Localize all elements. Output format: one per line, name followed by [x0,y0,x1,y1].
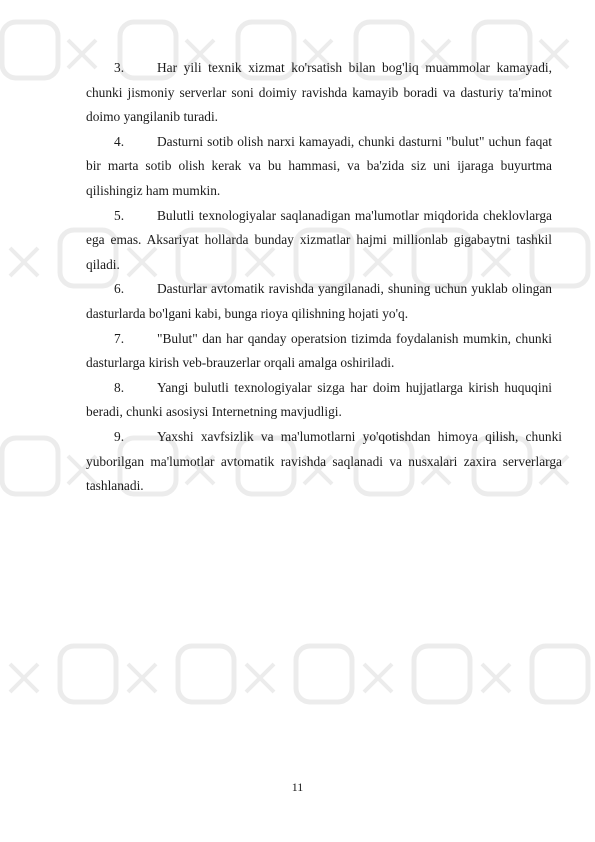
numbered-list [86,56,562,499]
list-item-text: Har yili texnik xizmat ko'rsatish bilan bog'liq muammolar kamayadi, chunki jismoniy serverlar soni doimiy ravishda kamayib boradi va dasturiy ta'minot doimo yangilanib turadi. [86,60,552,125]
list-item [86,277,552,326]
list-item-text: Yaxshi xavfsizlik va ma'lumotlarni yo'qotishdan himoya qilish, chunki yuborilgan ma'lumotlar avtomatik ravishda saqlanadi va nusxalari zaxira serverlarga tashlanadi. [86,428,562,494]
list-item-text: Bulutli texnologiyalar saqlanadigan ma'lumotlar miqdorida cheklovlarga ega emas. Aksariyat hollarda bunday xizmatlar hajmi millionlab gigabaytni tashkil qiladi. [86,207,552,272]
list-item-number: 9. [114,428,125,444]
list-item-number: 8. [114,379,125,395]
list-item [86,376,552,425]
list-item-text: Yangi bulutli texnologiyalar sizga har doim hujjatlarga kirish huquqini beradi, chunki asosiysi Internetning mavjudligi. [86,379,552,420]
list-item [86,56,552,130]
list-item-text: Dasturni sotib olish narxi kamayadi, chunki dasturni "bulut" uchun faqat bir marta sotib olish kerak va bu hammasi, va ba'zida siz uni ijaraga buyurtma qilishingiz ham mumkin. [86,133,552,198]
list-item [86,204,552,278]
list-item [86,425,562,499]
list-item [86,130,552,204]
list-item-number: 3. [114,60,125,75]
list-item-text: "Bulut" dan har qanday operatsion tizimda foydalanish mumkin, chunki dasturlarga kirish veb-brauzerlar orqali amalga oshiriladi. [86,330,552,371]
list-item-number: 5. [114,207,125,223]
list-item [86,327,552,376]
list-item-text: Dasturlar avtomatik ravishda yangilanadi, shuning uchun yuklab olingan dasturlarda bo'lgani kabi, bunga rioya qilishning hojati yo'q. [86,281,552,321]
list-item-number: 4. [114,133,125,149]
list-item-number: 6. [114,281,125,297]
list-item-number: 7. [114,330,125,346]
page-number: 11 [291,780,304,794]
